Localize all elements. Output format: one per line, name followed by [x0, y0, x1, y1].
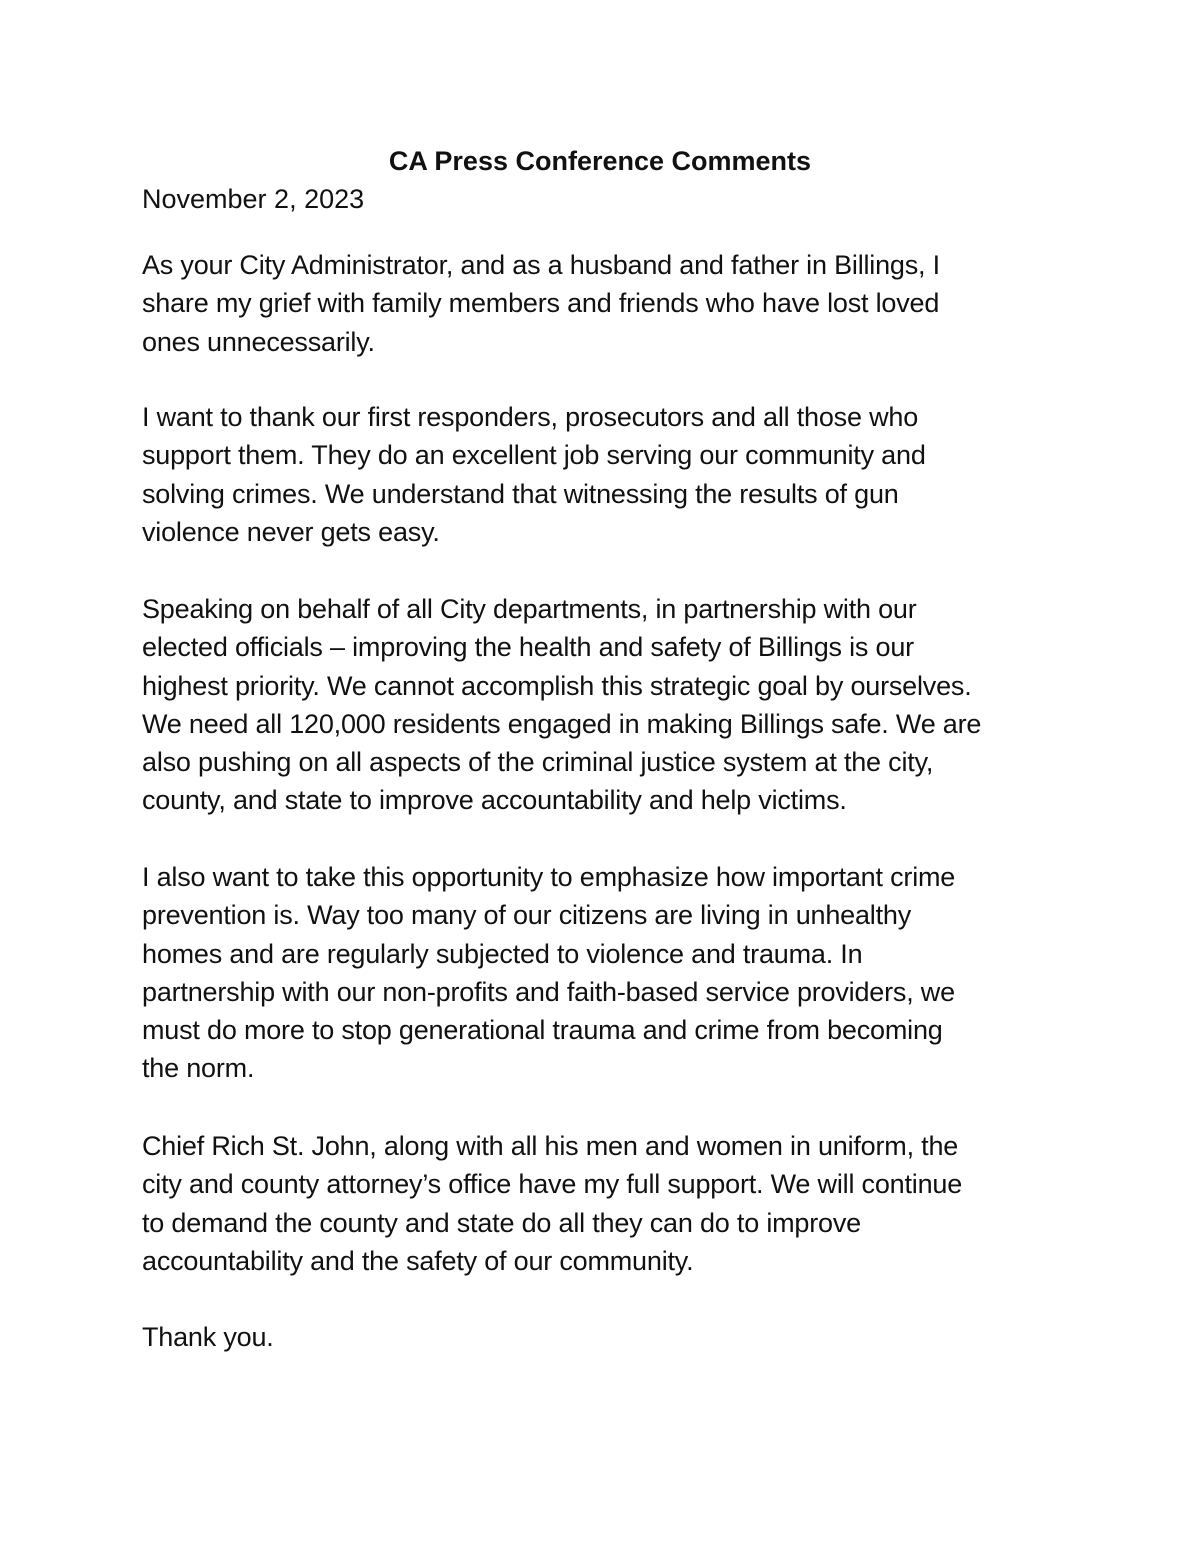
paragraph-line: county, and state to improve accountability and help victims. — [142, 785, 847, 816]
paragraph-line: highest priority. We cannot accomplish this strategic goal by ourselves. — [142, 670, 972, 701]
paragraph-line: support them. They do an excellent job serving our community and — [142, 440, 926, 471]
paragraph-line: share my grief with family members and friends who have lost loved — [142, 288, 940, 319]
paragraph-5 — [142, 1127, 1072, 1280]
paragraph-line: Chief Rich St. John, along with all his men and women in uniform, the — [142, 1131, 959, 1161]
paragraph-line: Speaking on behalf of all City departments, in partnership with our — [142, 594, 917, 624]
paragraph-line: the norm. — [142, 1053, 255, 1084]
paragraph-line: must do more to stop generational trauma and crime from becoming — [142, 1015, 943, 1046]
paragraph-line: partnership with our non-profits and faith-based service providers, we — [142, 976, 955, 1007]
closing-line — [142, 1318, 1072, 1356]
document-date: November 2, 2023 — [142, 184, 365, 214]
paragraph-line: to demand the county and state do all they can do to improve — [142, 1207, 861, 1238]
paragraph-2 — [142, 398, 1072, 551]
paragraph-line: accountability and the safety of our community. — [142, 1245, 694, 1276]
paragraph-line: ones unnecessarily. — [142, 326, 375, 357]
paragraph-line: We need all 120,000 residents engaged in making Billings safe. We are — [142, 708, 982, 739]
paragraph-line: also pushing on all aspects of the criminal justice system at the city, — [142, 747, 934, 778]
paragraph-line: prevention is. Way too many of our citizens are living in unhealthy — [142, 900, 911, 931]
paragraph-line: solving crimes. We understand that witnessing the results of gun — [142, 478, 899, 509]
paragraph-line: elected officials – improving the health and safety of Billings is our — [142, 632, 914, 663]
paragraph-3 — [142, 590, 1072, 820]
paragraph-line: I also want to take this opportunity to emphasize how important crime — [142, 862, 956, 892]
paragraph-line: I want to thank our first responders, prosecutors and all those who — [142, 402, 919, 432]
paragraph-line: Thank you. — [142, 1322, 274, 1352]
paragraph-1 — [142, 246, 1072, 361]
paragraph-line: As your City Administrator, and as a husband and father in Billings, I — [142, 250, 940, 280]
paragraph-line: violence never gets easy. — [142, 516, 440, 547]
document-title: CA Press Conference Comments — [388, 146, 812, 176]
paragraph-line: homes and are regularly subjected to violence and trauma. In — [142, 938, 863, 969]
paragraph-4 — [142, 858, 1072, 1088]
paragraph-line: city and county attorney’s office have my full support. We will continue — [142, 1169, 963, 1200]
